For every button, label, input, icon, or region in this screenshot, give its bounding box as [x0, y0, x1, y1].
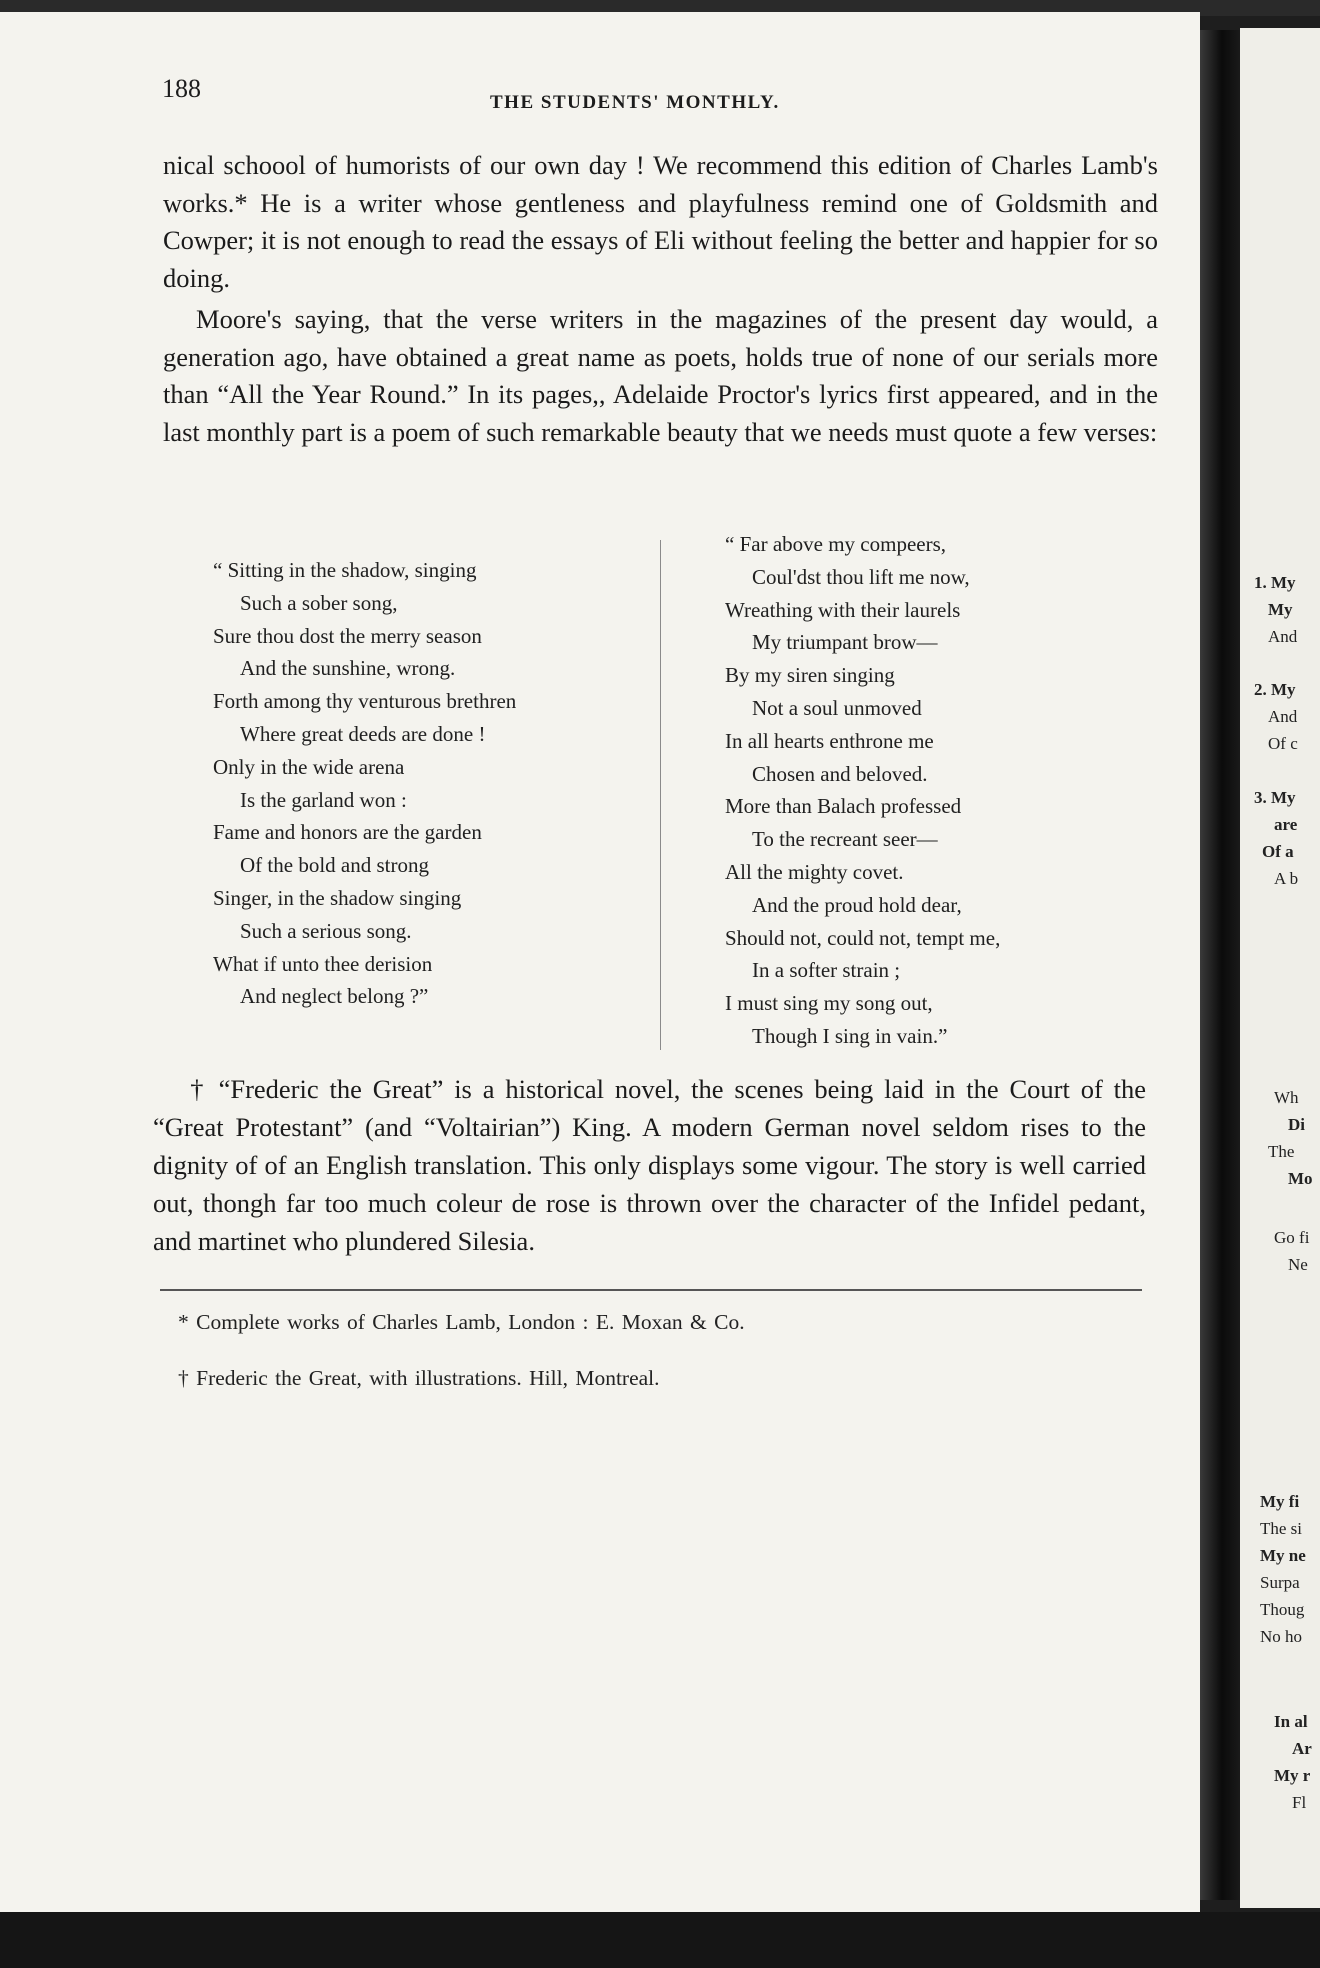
book-gutter — [1200, 30, 1240, 1900]
next-page-fragment: 2. My — [1254, 680, 1296, 699]
next-page-edge — [1240, 28, 1320, 1908]
poem-line: In all hearts enthrone me — [725, 728, 934, 753]
poem-line: Wreathing with their laurels — [725, 597, 961, 622]
next-page-fragment: Thoug — [1260, 1600, 1305, 1619]
poem-line: In a softer strain ; — [752, 958, 901, 983]
poem-line: Only in the wide arena — [213, 754, 405, 779]
poem-line: Such a serious song. — [240, 918, 412, 943]
poem-left-stanza — [213, 554, 516, 1013]
poem-line: Not a soul unmoved — [752, 695, 922, 720]
body-paragraph-2-text: Moore's saying, that the verse writers in the magazines of the present day would, a generation ago, have obtained a great name as poets, holds true of none of our serials more than “All the Year Round.” In its pages,, Adelaide Proctor's lyrics first appeared, and in the last monthly part is a poem of such remarkable beauty that we needs must quote a few verses: — [163, 304, 1158, 447]
next-page-fragment: Surpa — [1260, 1573, 1300, 1592]
body-paragraph-3 — [153, 1070, 1146, 1260]
next-page-fragment: The si — [1260, 1519, 1303, 1538]
body-paragraph-3-text: † “Frederic the Great” is a historical novel, the scenes being laid in the Court of the “Great Protestant” (and “Voltairian”) King. A modern German novel seldom rises to the dignity of of an English translation. This only displays some vigour. The story is well carried out, thongh far too much coleur de rose is thrown over the character of the Infidel pedant, and martinet who plundered Silesia. — [153, 1074, 1146, 1256]
poem-line: Fame and honors are the garden — [213, 820, 482, 845]
next-page-fragment: And — [1268, 627, 1298, 646]
next-page-fragment: Go fi — [1274, 1228, 1310, 1247]
next-page-fragment: Of c — [1268, 734, 1298, 753]
poem-line: My triumpant brow— — [752, 630, 938, 655]
footnote-rule — [160, 1289, 1142, 1291]
next-page-fragment: Fl — [1292, 1793, 1307, 1812]
column-divider — [660, 540, 661, 1050]
poem-line: Of the bold and strong — [240, 853, 429, 878]
poem-line: Though I sing in vain.” — [752, 1023, 948, 1048]
next-page-fragment: Ar — [1292, 1739, 1312, 1758]
running-head: THE STUDENTS' MONTHLY. — [490, 92, 780, 113]
next-page-fragment: Mo — [1288, 1169, 1313, 1188]
poem-line: And neglect belong ?” — [240, 984, 429, 1009]
body-paragraph-1: nical schoool of humorists of our own day ! We recommend this edition of Charles Lamb's works.* He is a writer whose gentleness and playfulness remind one of Goldsmith and Cowper; it is not enough to read the essays of Eli without feeling the better and happier for so doing. — [163, 150, 1158, 293]
scan-bottom-border — [0, 1912, 1320, 1968]
poem-line: “ Far above my compeers, — [725, 532, 947, 556]
footnote-1: * Complete works of Charles Lamb, London : E. Moxan & Co. — [178, 1310, 745, 1334]
poem-line: And the proud hold dear, — [752, 892, 962, 917]
next-page-fragment: 1. My — [1254, 573, 1296, 592]
next-page-fragment: And — [1268, 707, 1298, 726]
poem-line: Singer, in the shadow singing — [213, 885, 462, 910]
next-page-fragment: The — [1268, 1142, 1295, 1161]
next-page-fragment: My fi — [1260, 1492, 1300, 1511]
next-page-fragment: My ne — [1260, 1546, 1306, 1565]
next-page-fragment: Wh — [1274, 1088, 1299, 1107]
poem-line: “ Sitting in the shadow, singing — [213, 558, 477, 582]
next-page-fragment: 3. My — [1254, 788, 1296, 807]
next-page-fragment: Di — [1288, 1115, 1305, 1134]
next-page-fragment: In al — [1274, 1712, 1308, 1731]
next-page-fragment: No ho — [1260, 1627, 1303, 1646]
poem-line: More than Balach professed — [725, 794, 962, 819]
poem-line: And the sunshine, wrong. — [240, 656, 456, 681]
book-page — [0, 12, 1200, 1918]
next-page-fragment: My — [1268, 600, 1293, 619]
next-page-fragment: Ne — [1288, 1255, 1308, 1274]
body-paragraph-2 — [163, 301, 1158, 451]
page-number: 188 — [162, 74, 201, 103]
poem-line: Sure thou dost the merry season — [213, 623, 482, 648]
poem-line: To the recreant seer— — [752, 827, 938, 852]
next-page-fragment: Of a — [1262, 842, 1294, 861]
poem-right-stanza — [725, 528, 1000, 1053]
poem-line: What if unto thee derision — [213, 951, 433, 976]
next-page-fragment: My r — [1274, 1766, 1311, 1785]
poem-line: Should not, could not, tempt me, — [725, 925, 1001, 950]
poem-line: Where great deeds are done ! — [240, 721, 486, 746]
footnote-2: † Frederic the Great, with illustrations. Hill, Montreal. — [178, 1366, 660, 1390]
poem-line: Such a sober song, — [240, 590, 398, 615]
poem-line: Is the garland won : — [240, 787, 407, 812]
poem-line: Chosen and beloved. — [752, 761, 928, 786]
next-page-fragment: are — [1274, 815, 1298, 834]
poem-line: Coul'dst thou lift me now, — [752, 564, 970, 589]
poem-line: I must sing my song out, — [725, 991, 933, 1016]
poem-line: All the mighty covet. — [725, 859, 904, 884]
poem-line: Forth among thy venturous brethren — [213, 689, 517, 714]
next-page-fragment: A b — [1274, 869, 1299, 888]
poem-line: By my siren singing — [725, 663, 895, 688]
